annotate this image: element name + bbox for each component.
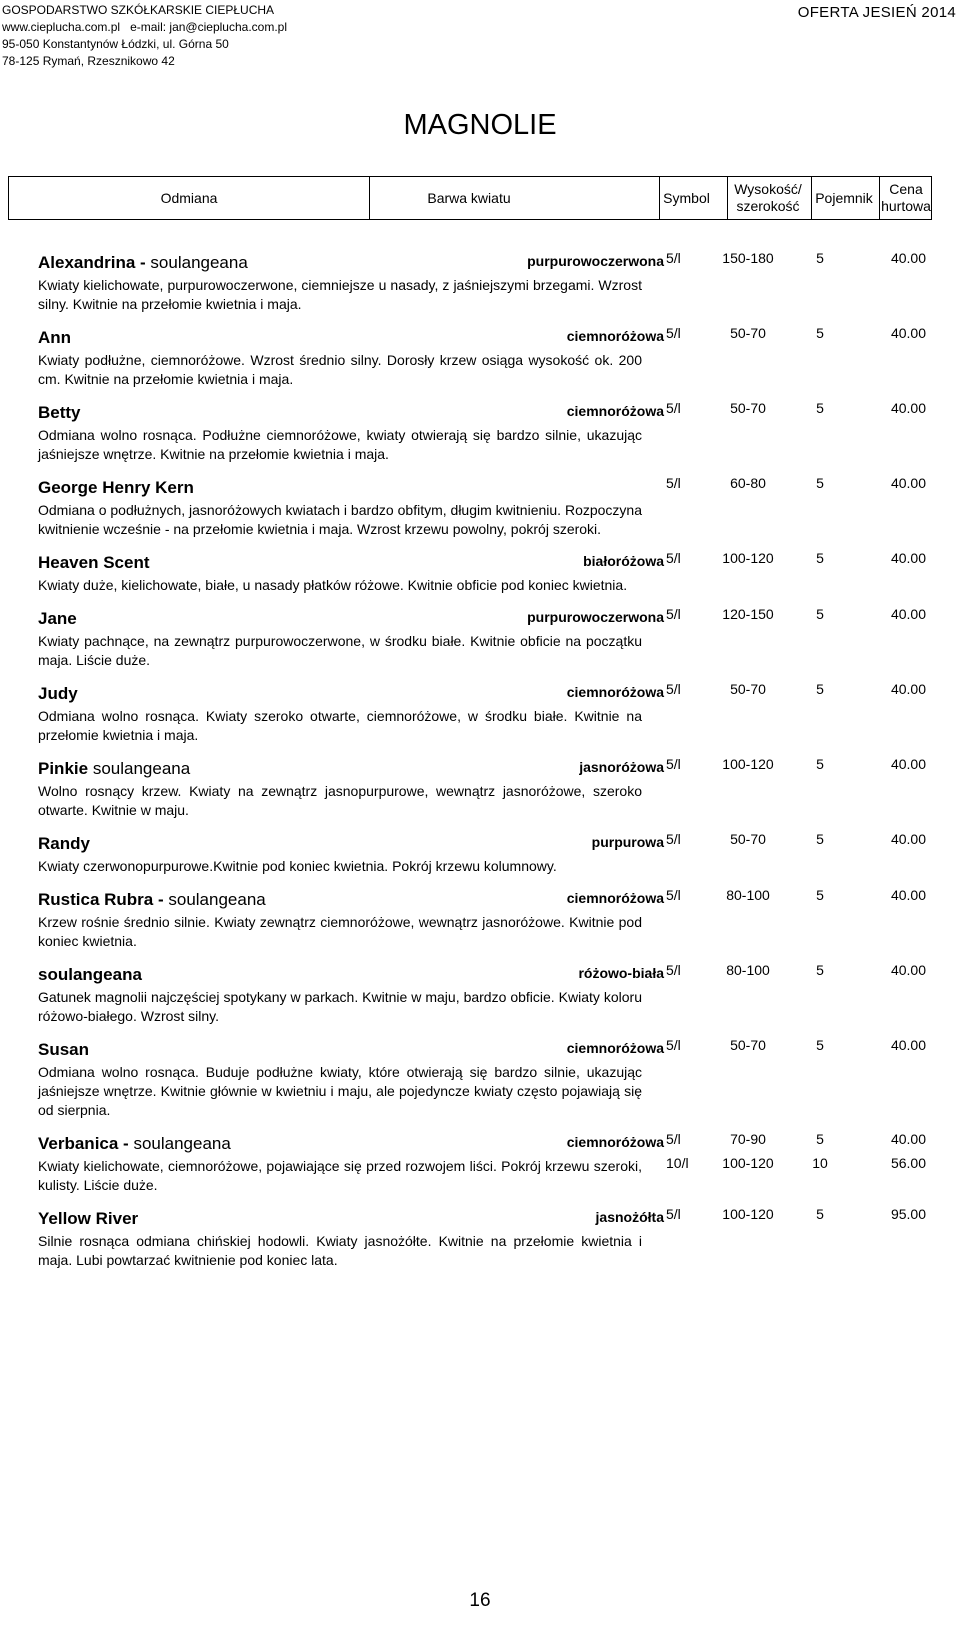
spec-container: 5 <box>816 756 824 772</box>
flower-color: purpurowa <box>591 834 664 850</box>
spec-container: 5 <box>816 325 824 341</box>
product-list <box>38 252 932 1283</box>
variety-name <box>38 327 71 349</box>
variety-name <box>38 1133 231 1155</box>
entry-heading <box>38 1131 932 1171</box>
header-odmiana: Odmiana <box>160 189 218 206</box>
flower-color: białoróżowa <box>583 553 664 569</box>
spec-height: 50-70 <box>730 1037 766 1053</box>
page-number: 16 <box>469 1590 491 1611</box>
spec-symbol: 5/l <box>666 475 681 491</box>
spec-price: 40.00 <box>890 475 926 491</box>
spec-price: 40.00 <box>890 325 926 341</box>
entry-heading <box>38 402 932 426</box>
entry-heading <box>38 608 932 632</box>
variety-description: Kwiaty kielichowate, purpurowoczerwone, ciemniejsze u nasady, z jaśniejszymi brzegami. Wzrost silny. Kwitnie na przełomie kwietnia i maja. <box>38 277 642 312</box>
entry-heading <box>38 758 932 782</box>
variety-name <box>38 1208 138 1230</box>
variety-description: Odmiana wolno rosnąca. Kwiaty szeroko otwarte, ciemnoróżowe, w środku białe. Kwitnie na przełomie kwietnia i maja. <box>38 708 642 743</box>
variety-name <box>38 889 266 911</box>
flower-color: ciemnoróżowa <box>566 403 664 419</box>
variety-name-main: Alexandrina - <box>38 253 146 272</box>
spec-height: 120-150 <box>722 606 774 622</box>
variety-name <box>38 683 78 705</box>
page-title: MAGNOLIE <box>403 109 557 141</box>
spec-symbol: 5/l <box>666 250 681 266</box>
contact-line <box>2 19 287 36</box>
flower-color: jasnoróżowa <box>579 759 664 775</box>
spec-price: 40.00 <box>890 681 926 697</box>
flower-color: ciemnoróżowa <box>566 684 664 700</box>
variety-name <box>38 758 190 780</box>
entry-heading <box>38 833 932 857</box>
product-entry <box>38 1208 932 1270</box>
address-1: 95-050 Konstantynów Łódzki, ul. Górna 50 <box>2 37 229 51</box>
spec-price: 40.00 <box>890 887 926 903</box>
flower-color: ciemnoróżowa <box>566 328 664 344</box>
variety-name-main: Randy <box>38 834 90 853</box>
entry-heading <box>38 889 932 913</box>
flower-color: purpurowoczerwona <box>527 253 664 269</box>
flower-color: ciemnoróżowa <box>566 1040 664 1056</box>
company-name: GOSPODARSTWO SZKÓŁKARSKIE CIEPŁUCHA <box>2 3 275 17</box>
variety-name <box>38 1039 89 1061</box>
variety-description: Odmiana wolno rosnąca. Podłużne ciemnoróżowe, kwiaty otwierają się bardzo silnie, ukazując jaśniejsze wnętrze. Kwitnie na przełomie kwietnia i maja. <box>38 427 642 462</box>
spec-container: 5 <box>816 475 824 491</box>
variety-name-main: Jane <box>38 609 77 628</box>
variety-name-main: Heaven Scent <box>38 553 150 572</box>
variety-name <box>38 552 150 574</box>
variety-name <box>38 833 90 855</box>
product-entry <box>38 758 932 820</box>
variety-description: Kwiaty pachnące, na zewnątrz purpurowoczerwone, w środku białe. Kwitnie obficie na początku maja. Liście duże. <box>38 633 642 668</box>
product-entry <box>38 1039 932 1120</box>
spec-symbol: 5/l <box>666 400 681 416</box>
spec-price: 40.00 <box>890 400 926 416</box>
spec-price: 56.00 <box>890 1155 926 1171</box>
spec-height: 150-180 <box>722 250 774 266</box>
entry-heading <box>38 327 932 351</box>
spec-price: 40.00 <box>890 962 926 978</box>
product-entry <box>38 552 932 595</box>
spec-price: 95.00 <box>890 1206 926 1222</box>
variety-name-main: Judy <box>38 684 78 703</box>
spec-price: 40.00 <box>890 756 926 772</box>
spec-symbol: 5/l <box>666 325 681 341</box>
product-entry <box>38 608 932 670</box>
variety-name-species: soulangeana <box>145 253 248 272</box>
entry-heading <box>38 683 932 707</box>
spec-container: 5 <box>816 831 824 847</box>
spec-container: 5 <box>816 1131 824 1147</box>
variety-name-main: soulangeana <box>38 965 142 984</box>
variety-name-main: Verbanica - <box>38 1134 129 1153</box>
variety-description: Krzew rośnie średnio silnie. Kwiaty zewnątrz ciemnoróżowe, wewnątrz jasnoróżowe. Kwitnie pod koniec kwietnia. <box>38 914 642 949</box>
spec-symbol: 5/l <box>666 1206 681 1222</box>
entry-heading <box>38 252 932 276</box>
variety-name-main: Ann <box>38 328 72 347</box>
flower-color: ciemnoróżowa <box>566 890 664 906</box>
spec-container: 5 <box>816 550 824 566</box>
spec-height: 100-120 <box>722 756 774 772</box>
spec-container: 5 <box>816 681 824 697</box>
header-pojemnik: Pojemnik <box>815 189 873 206</box>
product-entry <box>38 964 932 1026</box>
header-barwa: Barwa kwiatu <box>427 189 511 206</box>
variety-description: Odmiana o podłużnych, jasnoróżowych kwiatach i bardzo obfitym, długim kwitnieniu. Rozpoczyna kwitnienie wcześnie - na przełomie kwietnia i maja. Wzrost krzewu powolny, pokrój szeroki. <box>38 502 642 537</box>
spec-container: 5 <box>816 962 824 978</box>
variety-name-main: Rustica Rubra - <box>38 890 164 909</box>
spec-symbol: 5/l <box>666 681 681 697</box>
variety-name <box>38 608 77 630</box>
flower-color: jasnożółta <box>595 1209 664 1225</box>
spec-container: 5 <box>816 1037 824 1053</box>
spec-price: 40.00 <box>890 1131 926 1147</box>
spec-price: 40.00 <box>890 550 926 566</box>
header-cena: Cena hurtowa <box>881 181 931 214</box>
spec-price: 40.00 <box>890 831 926 847</box>
entry-heading <box>38 552 932 576</box>
variety-name <box>38 402 81 424</box>
spec-symbol: 5/l <box>666 962 681 978</box>
header-wysokosc: Wysokość/ szerokość <box>734 181 802 214</box>
spec-symbol: 5/l <box>666 887 681 903</box>
flower-color: ciemnoróżowa <box>566 1134 664 1150</box>
spec-symbol: 5/l <box>666 1037 681 1053</box>
variety-name-species: soulangeana <box>128 1134 231 1153</box>
entry-heading <box>38 964 932 988</box>
address-2: 78-125 Rymań, Rzesznikowo 42 <box>2 54 175 68</box>
table-header <box>8 176 932 220</box>
spec-container: 5 <box>816 250 824 266</box>
product-entry <box>38 402 932 464</box>
spec-height: 50-70 <box>730 325 766 341</box>
variety-name-species: soulangeana <box>163 890 266 909</box>
variety-description: Kwiaty kielichowate, ciemnoróżowe, pojawiające się przed rozwojem liści. Pokrój krzewu szeroki, kulisty. Liście duże. <box>38 1158 642 1193</box>
variety-name-main: Yellow River <box>38 1209 139 1228</box>
spec-height: 80-100 <box>726 887 770 903</box>
spec-height: 100-120 <box>722 1155 774 1171</box>
variety-name-main: George Henry Kern <box>38 478 194 497</box>
spec-container: 5 <box>816 606 824 622</box>
variety-description: Odmiana wolno rosnąca. Buduje podłużne kwiaty, które otwierają się bardzo silnie, ukazując jaśniejsze wnętrze. Kwitnie głównie w kwietniu i maju, ale pojedyncze kwiaty często pojawiają się od sierpnia. <box>38 1064 642 1118</box>
variety-description: Kwiaty duże, kielichowate, białe, u nasady płatków różowe. Kwitnie obficie pod koniec kwietnia. <box>38 577 628 593</box>
spec-height: 60-80 <box>730 475 766 491</box>
entry-heading <box>38 1039 932 1063</box>
spec-price: 40.00 <box>890 250 926 266</box>
spec-symbol: 5/l <box>666 606 681 622</box>
spec-height: 100-120 <box>722 550 774 566</box>
spec-height: 50-70 <box>730 831 766 847</box>
spec-container: 5 <box>816 400 824 416</box>
spec-symbol: 5/l <box>666 831 681 847</box>
entry-heading <box>38 477 932 501</box>
spec-symbol: 10/l <box>666 1155 689 1171</box>
flower-color: purpurowoczerwona <box>527 609 664 625</box>
email-link[interactable]: e-mail: jan@cieplucha.com.pl <box>130 20 287 34</box>
spec-height: 100-120 <box>722 1206 774 1222</box>
variety-name-main: Pinkie <box>38 759 89 778</box>
spec-container: 10 <box>812 1155 828 1171</box>
product-entry <box>38 889 932 951</box>
variety-name <box>38 252 248 274</box>
spec-symbol: 5/l <box>666 1131 681 1147</box>
company-info <box>2 2 287 70</box>
variety-description: Gatunek magnolii najczęściej spotykany w parkach. Kwitnie w maju, bardzo obficie. Kwiaty koloru różowo-białego. Wzrost silny. <box>38 989 642 1024</box>
spec-height: 70-90 <box>730 1131 766 1147</box>
product-entry <box>38 1133 932 1195</box>
spec-price: 40.00 <box>890 606 926 622</box>
website-link[interactable]: www.cieplucha.com.pl <box>2 20 121 34</box>
variety-name-species: soulangeana <box>88 759 191 778</box>
spec-height: 50-70 <box>730 400 766 416</box>
product-entry <box>38 833 932 876</box>
spec-height: 80-100 <box>726 962 770 978</box>
entry-heading <box>38 1208 932 1232</box>
variety-description: Silnie rosnąca odmiana chińskiej hodowli. Kwiaty jasnożółte. Kwitnie na przełomie kwietnia i maja. Lubi powtarzać kwitnienie pod koniec lata. <box>38 1233 642 1268</box>
variety-name <box>38 964 142 986</box>
offer-label: OFERTA JESIEŃ 2014 <box>797 4 956 21</box>
variety-description: Kwiaty czerwonopurpurowe.Kwitnie pod koniec kwietnia. Pokrój krzewu kolumnowy. <box>38 858 557 874</box>
variety-name-main: Betty <box>38 403 81 422</box>
product-entry <box>38 252 932 314</box>
variety-description: Kwiaty podłużne, ciemnoróżowe. Wzrost średnio silny. Dorosły krzew osiąga wysokość ok. 200 cm. Kwitnie na przełomie kwietnia i maja. <box>38 352 642 387</box>
product-entry <box>38 477 932 539</box>
product-entry <box>38 683 932 745</box>
spec-container: 5 <box>816 1206 824 1222</box>
variety-name-main: Susan <box>38 1040 90 1059</box>
product-entry <box>38 327 932 389</box>
spec-symbol: 5/l <box>666 756 681 772</box>
header-symbol: Symbol <box>663 189 710 206</box>
variety-description: Wolno rosnący krzew. Kwiaty na zewnątrz jasnopurpurowe, wewnątrz jasnoróżowe, szeroko otwarte. Kwitnie w maju. <box>38 783 642 818</box>
spec-price: 40.00 <box>890 1037 926 1053</box>
variety-name <box>38 477 194 499</box>
flower-color: różowo-biała <box>578 965 664 981</box>
spec-height: 50-70 <box>730 681 766 697</box>
spec-symbol: 5/l <box>666 550 681 566</box>
spec-container: 5 <box>816 887 824 903</box>
